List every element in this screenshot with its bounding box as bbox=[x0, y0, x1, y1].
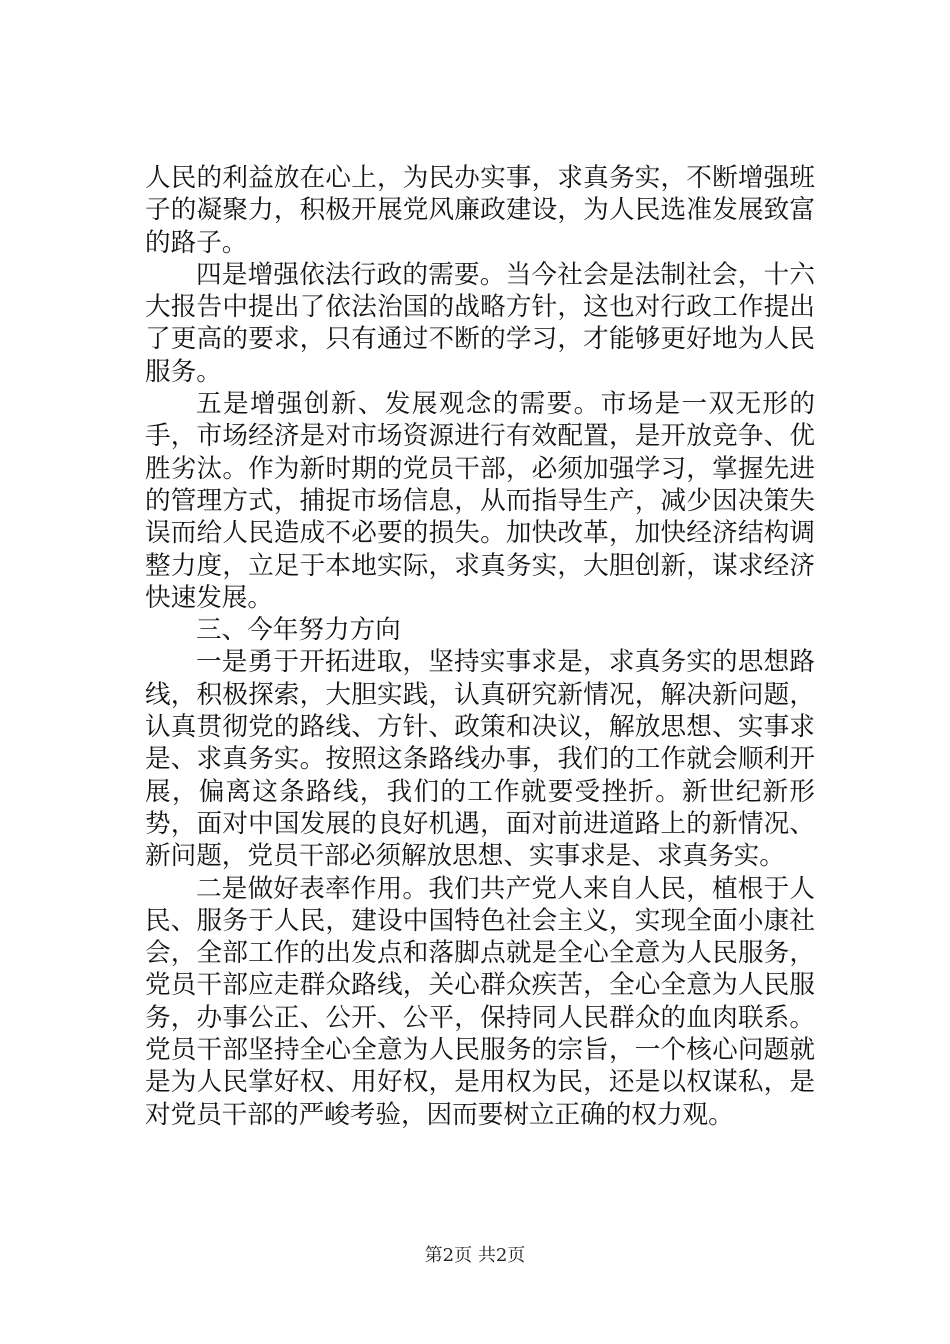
paragraph-rule-of-law: 四是增强依法行政的需要。当今社会是法制社会，十六大报告中提出了依法治国的战略方针，这也对行政工作提出了更高的要求，只有通过不断的学习，才能够更好地为人民服务。 bbox=[145, 259, 815, 387]
paragraph-innovation: 五是增强创新、发展观念的需要。市场是一双无形的手，市场经济是对市场资源进行有效配置，是开放竞争、优胜劣汰。作为新时期的党员干部，必须加强学习，掌握先进的管理方式，捕捉市场信息，从而指导生产，减少因决策失误而给人民造成不必要的损失。加快改革，加快经济结构调整力度，立足于本地实际，求真务实，大胆创新，谋求经济快速发展。 bbox=[145, 389, 815, 613]
paragraph-pioneering: 一是勇于开拓进取，坚持实事求是，求真务实的思想路线，积极探索，大胆实践，认真研究新情况，解决新问题，认真贯彻党的路线、方针、政策和决议，解放思想、实事求是、求真务实。按照这条路线办事，我们的工作就会顺利开展，偏离这条路线，我们的工作就要受挫折。新世纪新形势，面对中国发展的良好机遇，面对前进道路上的新情况、新问题，党员干部必须解放思想、实事求是、求真务实。 bbox=[145, 647, 815, 872]
paragraph-exemplary-role: 二是做好表率作用。我们共产党人来自人民，植根于人民、服务于人民，建设中国特色社会主义，实现全面小康社会，全部工作的出发点和落脚点就是全心全意为人民服务，党员干部应走群众路线，关心群众疾苦，全心全意为人民服务，办事公正、公开、公平，保持同人民群众的血肉联系。党员干部坚持全心全意为人民服务的宗旨，一个核心问题就是为人民掌好权、用好权，是用权为民，还是以权谋私，是对党员干部的严峻考验，因而要树立正确的权力观。 bbox=[145, 873, 815, 1130]
document-body bbox=[145, 162, 815, 1131]
paragraph-continuation: 人民的利益放在心上，为民办实事，求真务实，不断增强班子的凝聚力，积极开展党风廉政建设，为人民选准发展致富的路子。 bbox=[145, 163, 815, 258]
section-heading-direction: 三、今年努力方向 bbox=[196, 615, 401, 646]
page-number-footer: 第2页 共2页 bbox=[424, 1245, 526, 1266]
